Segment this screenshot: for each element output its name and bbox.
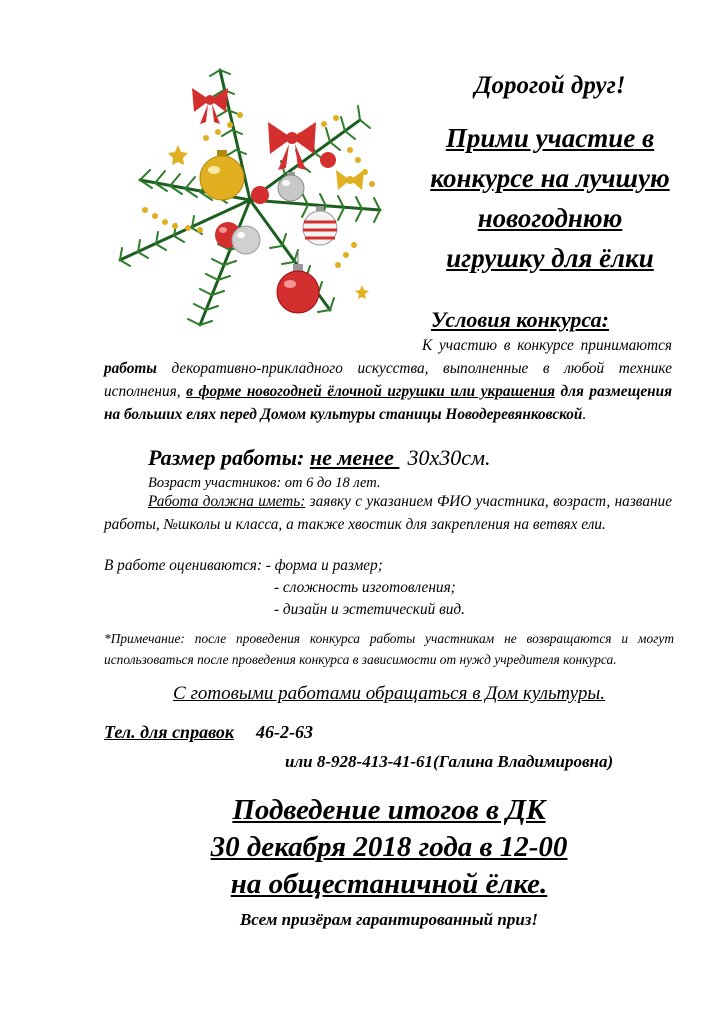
phone-label: Тел. для справок (104, 722, 234, 742)
bow-red-center (268, 122, 316, 170)
work-size-line (148, 445, 668, 471)
size-label: Размер работы: (148, 445, 310, 470)
conditions-text-c: декоративно-прикладного искусства, выполненные в любой технике исполнения, (104, 360, 672, 400)
summary-line-1: Подведение итогов в ДК (232, 794, 546, 826)
invitation-line-3: новогоднюю (477, 203, 623, 233)
age-line: Возраст участников: от 6 до 18 лет. (148, 475, 381, 491)
ornament-silver-mid (232, 226, 260, 254)
evaluation-block (104, 555, 672, 621)
invitation-heading (395, 118, 705, 278)
conditions-text-d: в форме новогодней ёлочной игрушки или украшения (186, 383, 555, 400)
evaluation-item-complexity: - сложность изготовления; (274, 579, 456, 596)
contact-dk-line: С готовыми работами обращаться в Дом культуры. (173, 683, 605, 704)
summary-line-3: на общестаничной ёлке. (230, 868, 548, 900)
conditions-text-f: . (582, 406, 587, 423)
phone-main: 46-2-63 (256, 722, 313, 742)
bow-red-left (192, 88, 228, 124)
conditions-text-b: работы (104, 360, 157, 377)
invitation-line-1: Прими участие в (445, 123, 655, 153)
gold-stars (168, 145, 369, 299)
size-qualifier: не менее (309, 445, 400, 470)
ornament-red-large (277, 250, 319, 313)
summary-line-2: 30 декабря 2018 года в 12-00 (210, 831, 568, 863)
pine-branches (120, 70, 380, 325)
invitation-line-4: игрушку для ёлки (446, 243, 654, 273)
phone-alt: или 8-928-413-41-61(Галина Владимировна) (285, 752, 614, 771)
ornament-striped (303, 206, 337, 245)
note-paragraph: *Примечание: после проведения конкурса работы участникам не возвращаются и могут использоваться после проведения конкурса в зависимости от нужд учредителя конкурса. (104, 631, 674, 667)
phone-row (104, 722, 674, 743)
conditions-text-a: К участию в конкурсе принимаются (422, 337, 672, 354)
requirements-text: заявку с указанием ФИО участника, возраст, название работы, №школы и класса, а также хвостик для закрепления на ветвях ели. (104, 493, 672, 533)
evaluation-item-design: - дизайн и эстетический вид. (274, 601, 465, 618)
evaluation-intro: В работе оцениваются: - форма и размер; (104, 557, 383, 574)
conditions-paragraph (104, 334, 672, 426)
requirements-paragraph (104, 490, 672, 536)
christmas-branch-illustration (100, 60, 400, 335)
conditions-text-e: для размещения на больших елях перед Домом культуры станицы Новодеревянковской (104, 383, 672, 423)
conditions-title: Условия конкурса: (431, 307, 609, 332)
requirements-label: Работа должна иметь: (148, 493, 306, 510)
prize-line: Всем призёрам гарантированный приз! (239, 910, 539, 929)
ornament-gold-large (200, 150, 244, 200)
invitation-line-2: конкурсе на лучшую (430, 163, 670, 193)
greeting-heading: Дорогой друг! (474, 72, 626, 99)
size-value: 30х30см. (407, 445, 491, 470)
bow-gold-right (336, 170, 364, 190)
summary-heading (104, 792, 674, 903)
